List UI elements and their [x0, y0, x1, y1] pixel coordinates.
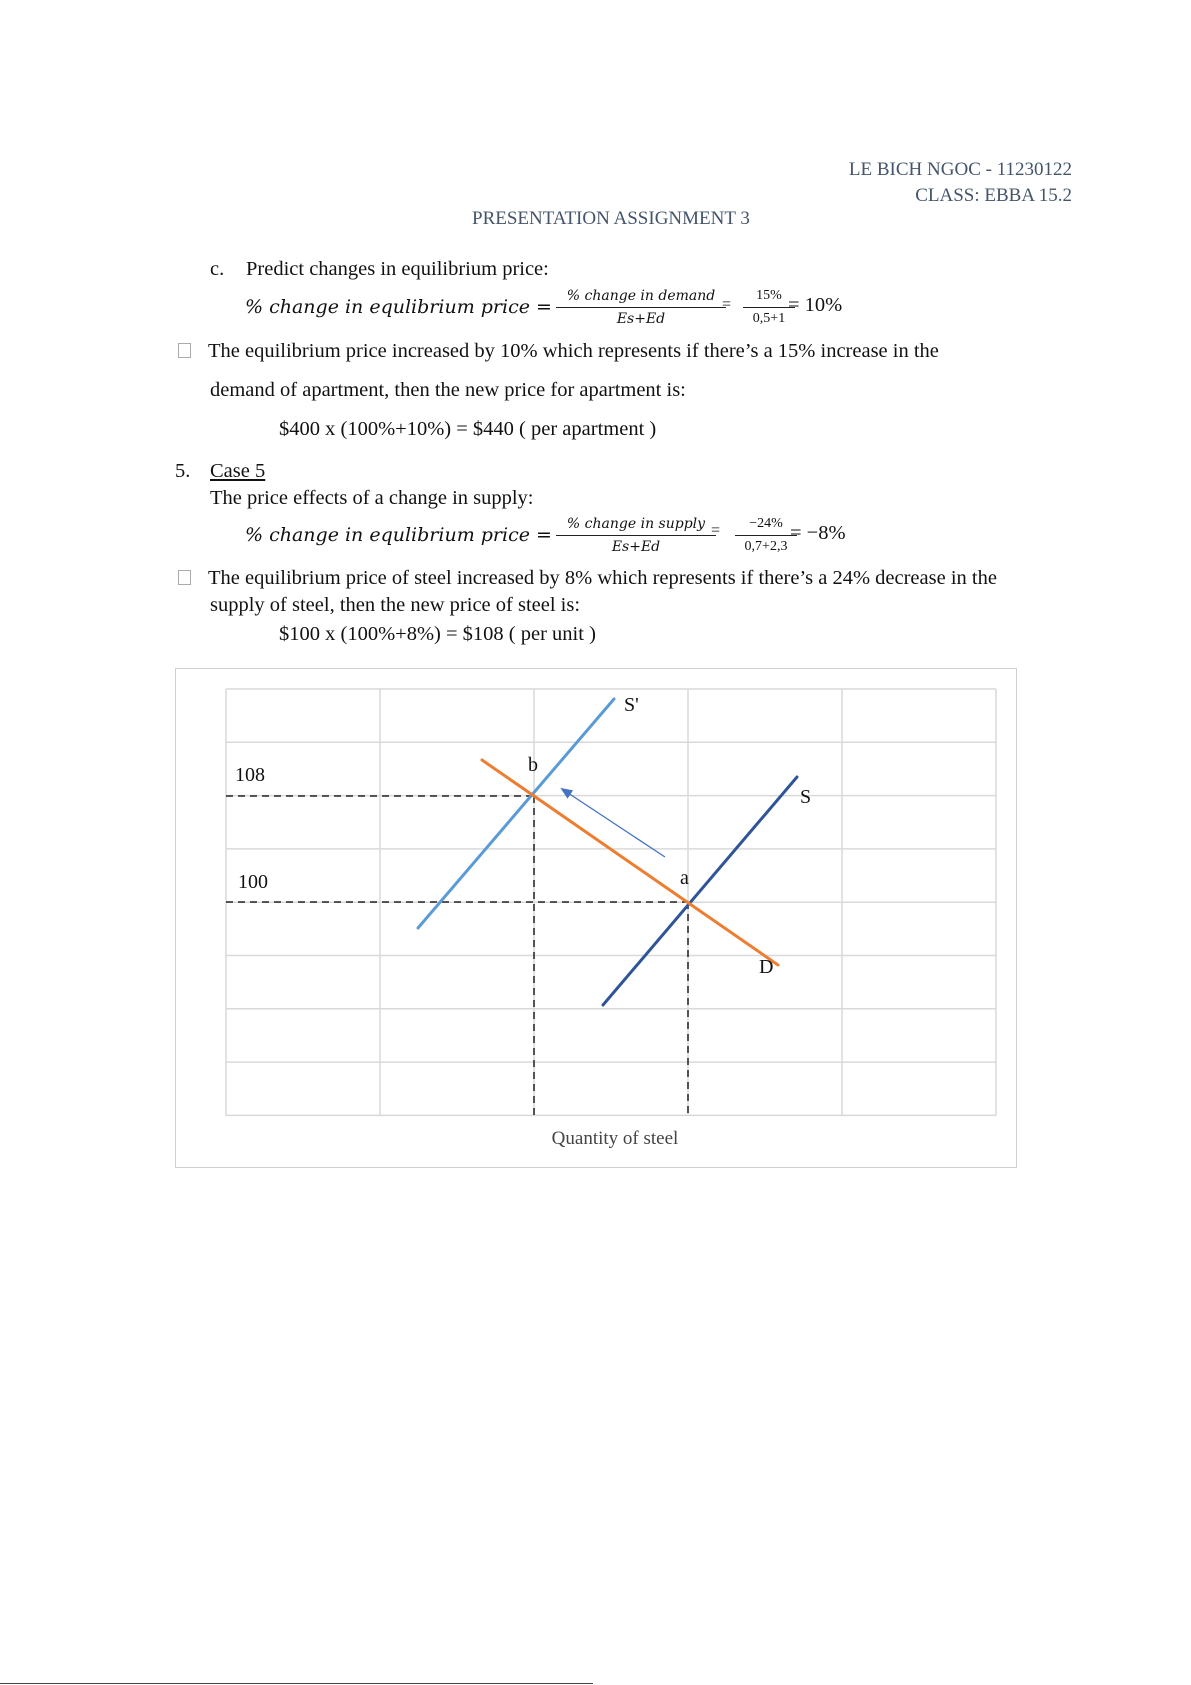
- bullet-2: [178, 567, 191, 590]
- bullet-1: [178, 340, 191, 363]
- x-axis-label: Quantity of steel: [551, 1128, 679, 1149]
- bullet-1-line-2: demand of apartment, then the new price for apartment is:: [210, 379, 686, 401]
- series-label-s-prime: S': [624, 694, 639, 716]
- section-c-heading: Predict changes in equilibrium price:: [246, 258, 549, 280]
- fraction-numerator: 15%: [756, 288, 782, 303]
- calculation-1: $400 x (100%+10%) = $440 ( per apartment ): [279, 418, 657, 440]
- checkbox-bullet-icon: [178, 570, 191, 585]
- page-title: PRESENTATION ASSIGNMENT 3: [472, 208, 750, 229]
- case-5-number: 5.: [175, 460, 191, 482]
- checkbox-bullet-icon: [178, 343, 191, 358]
- section-c-marker: c.: [210, 258, 225, 280]
- point-label-a: a: [680, 867, 689, 889]
- series-label-d: D: [759, 956, 774, 978]
- fraction-numerator: −24%: [749, 516, 783, 531]
- supply-shift-arrow: [562, 789, 665, 857]
- bullet-1-line-1: The equilibrium price increased by 10% which represents if there’s a 15% increase in the: [208, 340, 939, 362]
- series-label-s: S: [800, 786, 812, 808]
- price-label-108: 108: [235, 764, 265, 786]
- point-label-b: b: [528, 754, 538, 776]
- price-label-100: 100: [238, 871, 268, 893]
- equation-2-fraction-supply: [556, 515, 716, 556]
- fraction-numerator: % change in demand: [566, 288, 716, 304]
- fraction-bar: [556, 307, 726, 308]
- supply-curve-s-prime: [418, 699, 614, 928]
- bullet-2-line-1: The equilibrium price of steel increased by 8% which represents if there’s a 24% decrease in the: [208, 567, 997, 589]
- bullet-2-line-2: supply of steel, then the new price of steel is:: [210, 594, 581, 616]
- equation-1-equals: =: [722, 296, 732, 313]
- equation-1-result: = 10%: [788, 294, 843, 316]
- fraction-denominator: Es+Ed: [616, 311, 666, 327]
- footnote-separator: [0, 1683, 593, 1684]
- equation-2-result: = −8%: [790, 522, 846, 544]
- fraction-bar: [556, 535, 716, 536]
- fraction-bar: [735, 535, 797, 536]
- fraction-numerator: % change in supply: [566, 516, 706, 532]
- chart-frame: [175, 668, 1017, 1168]
- case-5-subheading: The price effects of a change in supply:: [210, 487, 534, 509]
- fraction-denominator: 0,7+2,3: [744, 539, 788, 554]
- case-5-heading: Case 5: [210, 460, 266, 482]
- fraction-denominator: Es+Ed: [611, 539, 661, 555]
- equation-2-lhs: % change in equlibrium price =: [245, 524, 552, 546]
- supply-demand-chart: [176, 669, 1016, 1167]
- equation-1-lhs: % change in equlibrium price =: [245, 296, 552, 318]
- class-line: CLASS: EBBA 15.2: [915, 185, 1072, 206]
- equation-2-fraction-values: [735, 515, 797, 556]
- fraction-denominator: 0,5+1: [752, 311, 786, 326]
- equation-1-fraction-demand: [556, 287, 726, 328]
- author-line: LE BICH NGOC - 11230122: [848, 159, 1072, 180]
- equation-2-equals: =: [711, 522, 721, 539]
- demand-curve-d: [482, 760, 778, 965]
- calculation-2: $100 x (100%+8%) = $108 ( per unit ): [279, 623, 596, 645]
